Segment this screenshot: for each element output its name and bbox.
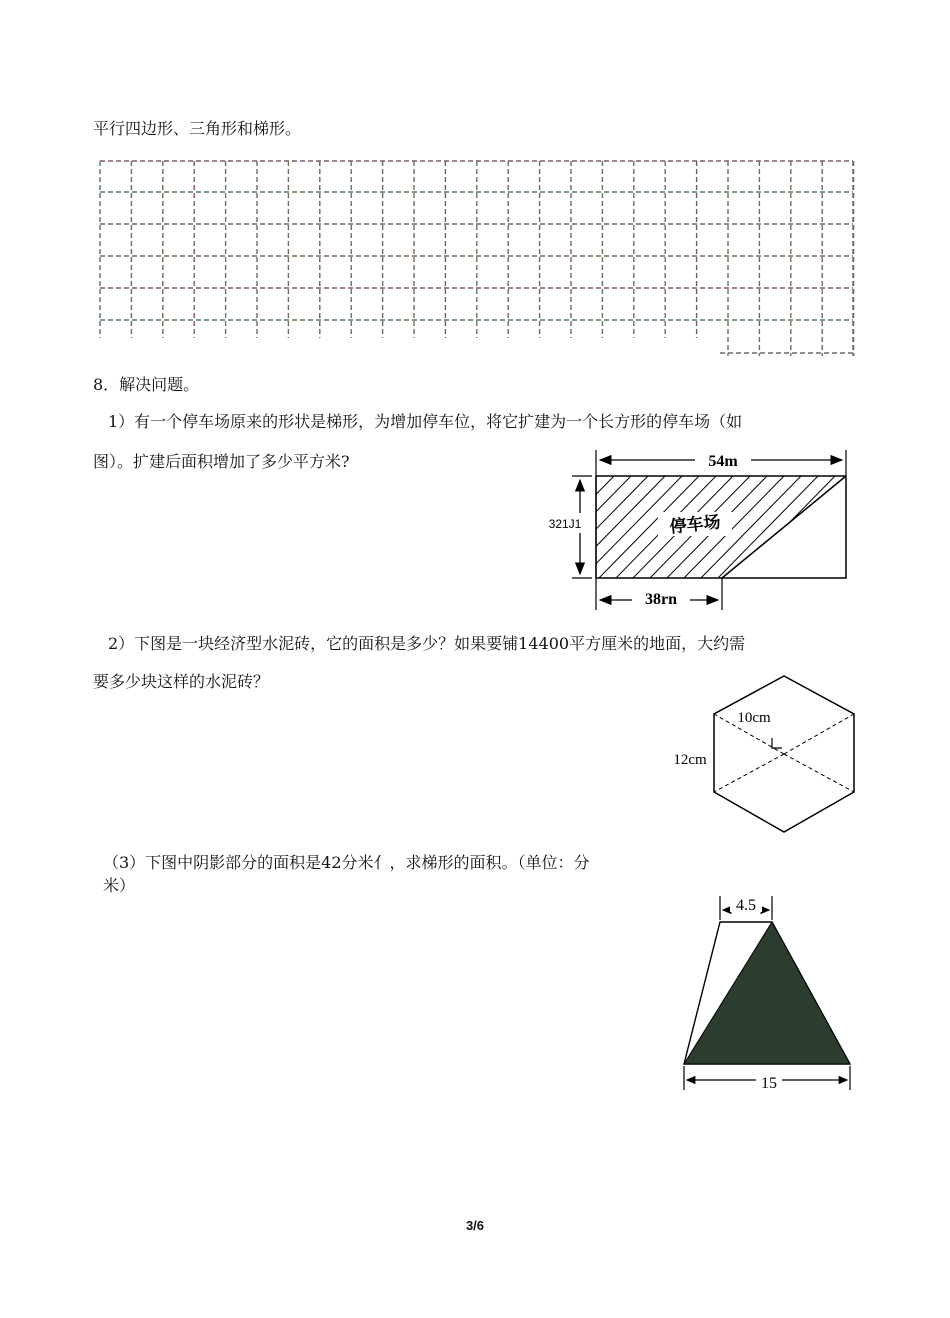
hatch-line	[750, 474, 854, 580]
trapezoid-slant-edge	[722, 476, 846, 578]
problem1-line2: 图）。扩建后面积增加了多少平方米?	[93, 452, 350, 471]
side-length-label: 12cm	[673, 752, 707, 768]
bottom-base-label: 15	[761, 1075, 777, 1092]
hatch-line	[835, 474, 860, 580]
shaded-triangle	[684, 922, 850, 1064]
top-length-label: 54m	[708, 453, 738, 470]
hatch-line	[801, 474, 860, 580]
parking-lot-figure	[530, 440, 860, 620]
dashed-inner-bottom-right	[784, 754, 854, 792]
top-base-label: 4.5	[736, 897, 756, 914]
hatch-line	[852, 474, 860, 580]
dashed-inner-top-right	[784, 714, 854, 754]
height-label: 321J1	[548, 517, 582, 531]
inner-length-label: 10cm	[737, 710, 771, 726]
problem1-line1: 1）有一个停车场原来的形状是梯形，为增加停车位，将它扩建为一个长方形的停车场（如	[108, 412, 743, 431]
dashed-inner-bottom-left	[714, 754, 784, 792]
problem2-line2: 要多少块这样的水泥砖？	[93, 672, 270, 691]
hexagon-tile-figure	[660, 670, 870, 840]
intro-text: 平行四边形、三角形和梯形。	[93, 119, 302, 138]
parking-lot-label: 停车场	[668, 512, 722, 538]
page-number: 3/6	[465, 1218, 485, 1233]
problem3-line1: （3）下图中阴影部分的面积是42分米亻，求梯形的面积。（单位：分	[103, 853, 590, 872]
bottom-length-label: 38rn	[645, 591, 677, 608]
hatch-line	[818, 474, 860, 580]
section-title: 8．解决问题。	[93, 375, 200, 394]
problem3-line2: 米）	[103, 876, 136, 895]
dashed-grid	[0, 0, 950, 370]
right-angle-mark	[772, 738, 782, 748]
trapezoid-shaded-figure	[670, 890, 870, 1105]
problem2-line1: 2）下图是一块经济型水泥砖，它的面积是多少？如果要铺14400平方厘米的地面，大约需	[108, 634, 746, 653]
hatch-line	[530, 474, 531, 580]
